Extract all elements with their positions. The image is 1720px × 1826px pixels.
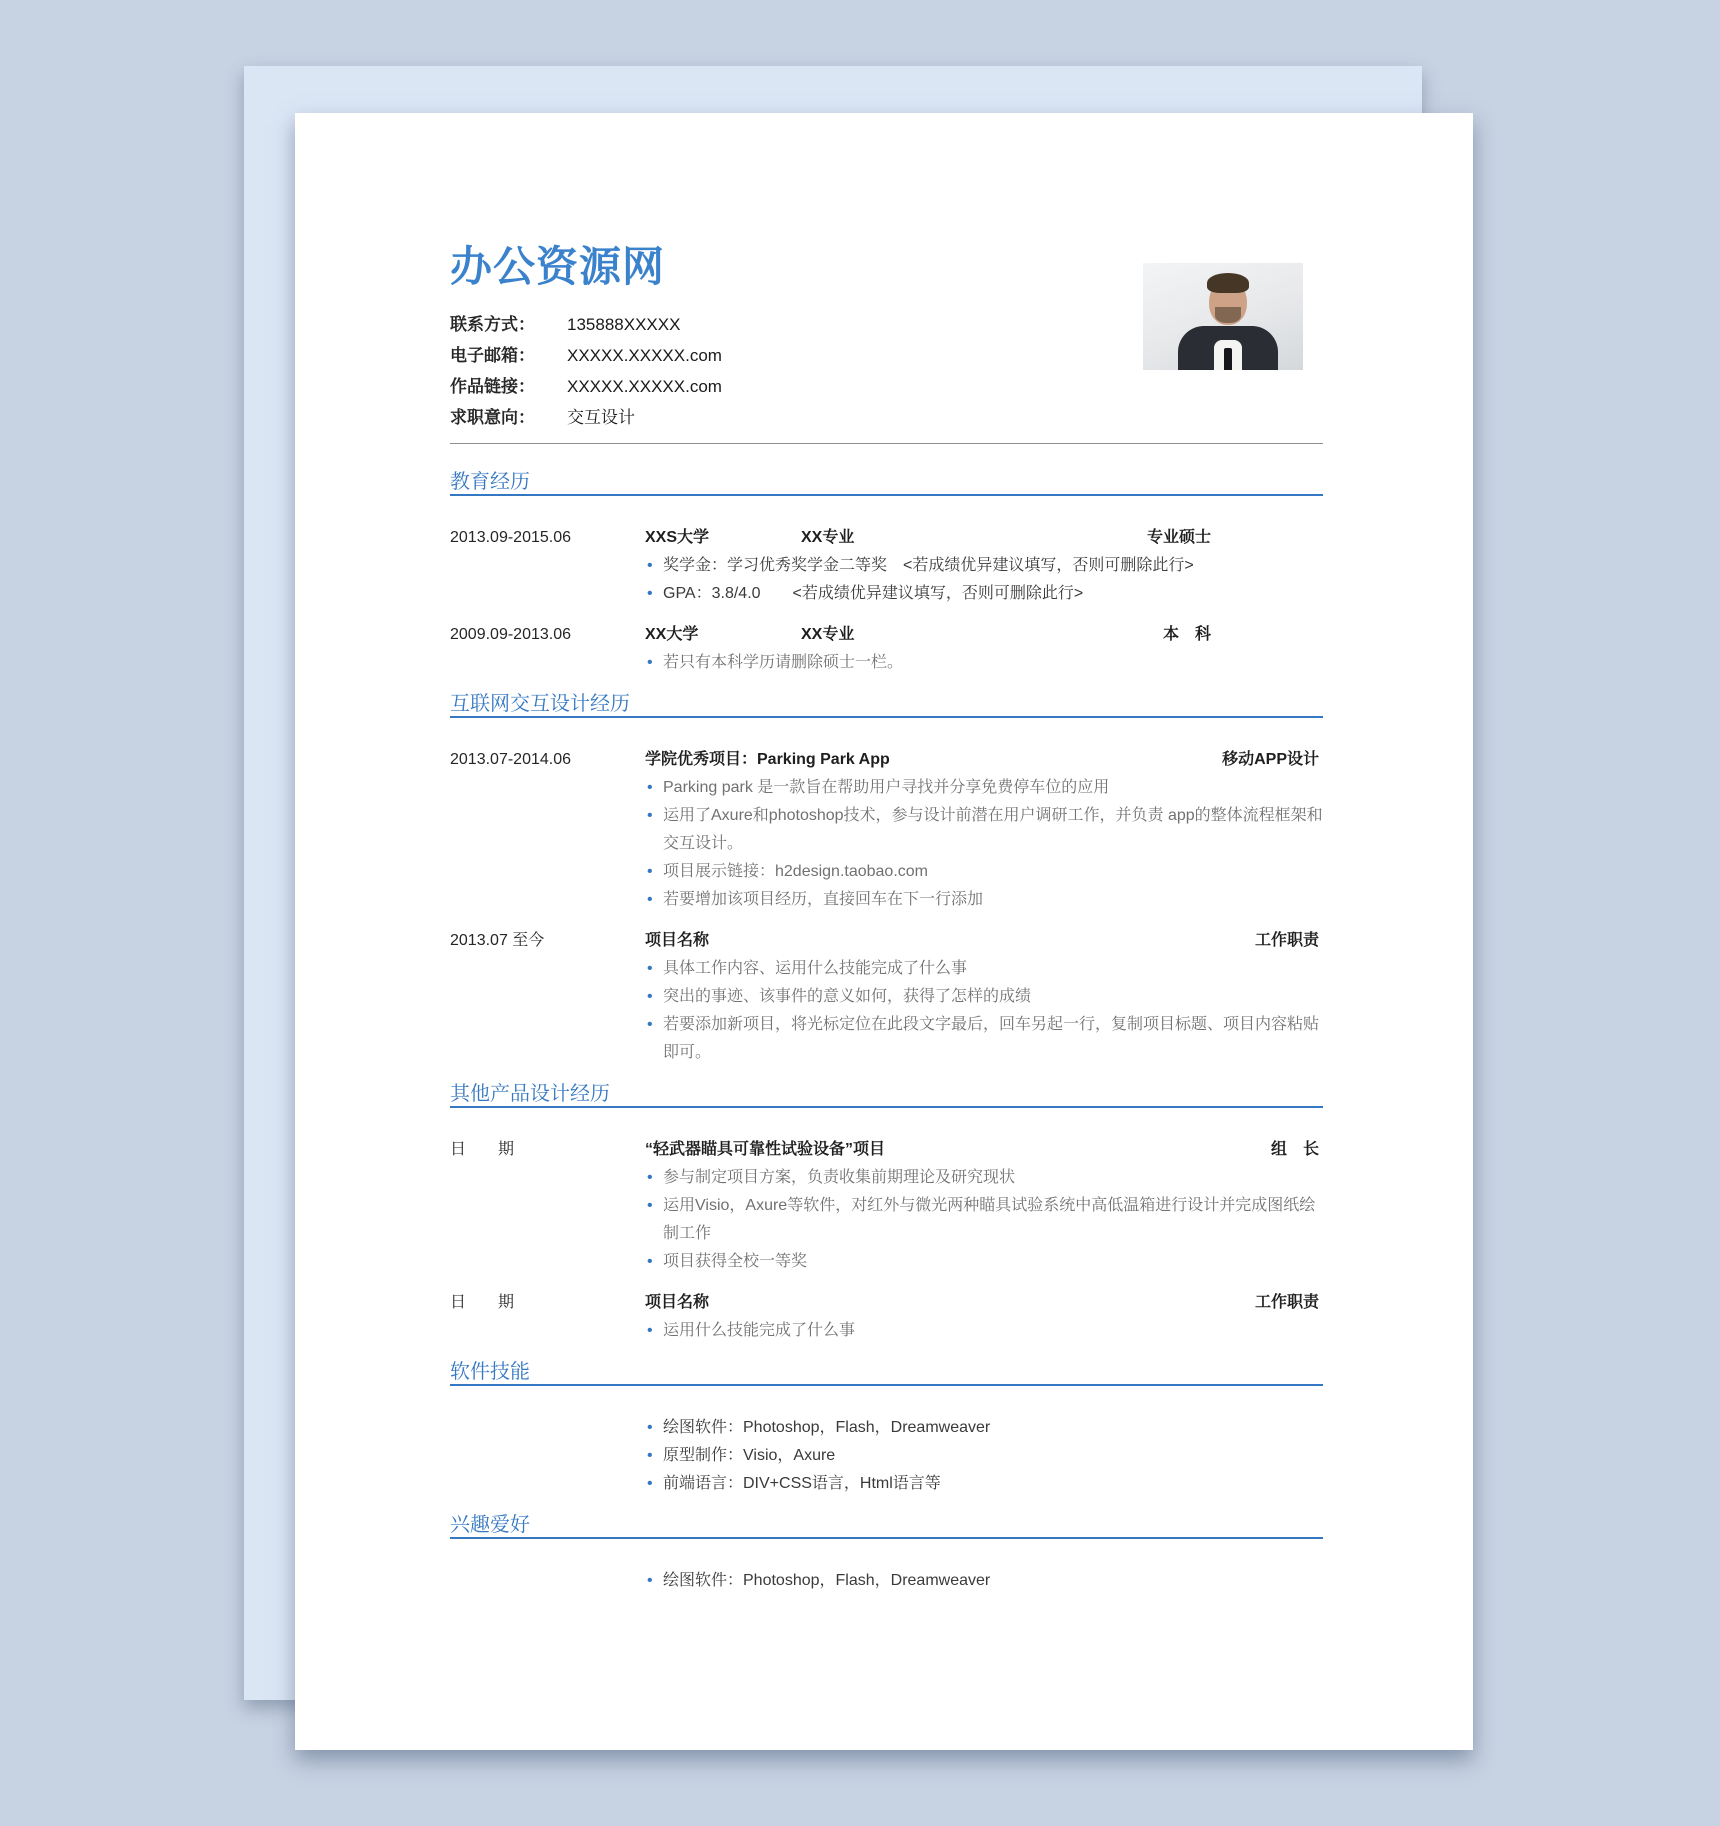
entry-head (450, 524, 1323, 552)
profile-photo (1143, 263, 1303, 370)
entry-head (450, 621, 1323, 649)
bullet-dot: • (647, 1253, 653, 1270)
bullet-dot: • (647, 988, 653, 1005)
entry-title: 项目名称 (645, 1294, 710, 1311)
section-title: 软件技能 (450, 1361, 1323, 1386)
photo-tie (1224, 348, 1232, 370)
entry-role: 组 长 (1270, 1141, 1319, 1158)
photo-beard (1215, 307, 1241, 323)
bullet-dot: • (647, 1197, 653, 1214)
entry-school: XXS大学 (645, 529, 710, 546)
entry-school: XX大学 (645, 626, 699, 643)
bullet-dot: • (647, 807, 653, 824)
entry-role: 移动APP设计 (1222, 751, 1319, 768)
entry-degree: 本 科 (1162, 626, 1211, 643)
bullet-dot: • (647, 1475, 653, 1492)
entry-title: 项目名称 (645, 932, 710, 949)
contact-label: 作品链接： (450, 377, 535, 396)
project-entry (450, 746, 1323, 914)
contact-value: XXXXX.XXXXX.com (567, 377, 722, 396)
bullet-dot: • (647, 1447, 653, 1464)
bullet-item: • 原型制作：Visio，Axure (645, 1442, 1323, 1470)
entry-major: XX专业 (801, 529, 855, 546)
contact-value: XXXXX.XXXXX.com (567, 346, 722, 365)
bullet-dot: • (647, 779, 653, 796)
education-entry (450, 621, 1323, 677)
entry-title: 学院优秀项目：Parking Park App (645, 751, 890, 768)
bullet-dot: • (647, 960, 653, 977)
bullet-list (645, 1317, 1323, 1345)
contact-value: 交互设计 (567, 408, 635, 427)
bullet-item: • 运用什么技能完成了什么事 (645, 1317, 1323, 1345)
contact-value: 135888XXXXX (567, 315, 681, 334)
bullet-item: • 绘图软件：Photoshop，Flash，Dreamweaver (645, 1414, 1323, 1442)
bullet-item: • 奖学金：学习优秀奖学金二等奖 <若成绩优异建议填写，否则可删除此行> (645, 552, 1323, 580)
bullet-item: • 突出的事迹、该事件的意义如何，获得了怎样的成绩 (645, 983, 1323, 1011)
bullet-list (645, 774, 1323, 914)
resume-page (295, 113, 1473, 1750)
entry-head (450, 746, 1323, 774)
bullet-list (645, 649, 1323, 677)
section-title: 其他产品设计经历 (450, 1083, 1323, 1108)
entry-title: “轻武器瞄具可靠性试验设备”项目 (645, 1141, 886, 1158)
contact-label: 电子邮箱： (450, 346, 535, 365)
contact-row-objective (450, 402, 1323, 433)
section-education (450, 471, 1323, 677)
bullet-item: • 具体工作内容、运用什么技能完成了什么事 (645, 955, 1323, 983)
bullet-dot: • (647, 891, 653, 908)
entry-major: XX专业 (801, 626, 855, 643)
bullet-list (645, 1414, 1323, 1498)
bullet-item: • 运用了Axure和photoshop技术，参与设计前潜在用户调研工作，并负责 app的整体流程框架和交互设计。 (645, 802, 1323, 858)
entry-date: 日 期 (450, 1294, 515, 1311)
brand-title: 办公资源网 (450, 243, 666, 290)
section-title: 兴趣爱好 (450, 1514, 1323, 1539)
bullet-list (645, 955, 1323, 1067)
bullet-dot: • (647, 654, 653, 671)
bullet-item: • 若要添加新项目，将光标定位在此段文字最后，回车另起一行，复制项目标题、项目内容粘贴即可。 (645, 1011, 1323, 1067)
entry-head (450, 1136, 1323, 1164)
entry-role: 工作职责 (1254, 1294, 1319, 1311)
entry-head (450, 1289, 1323, 1317)
bullet-list (645, 1567, 1323, 1595)
entry-date: 2013.07 至今 (450, 932, 545, 949)
section-title: 互联网交互设计经历 (450, 693, 1323, 718)
entry-date: 2013.07-2014.06 (450, 751, 571, 768)
bullet-dot: • (647, 585, 653, 602)
bullet-list (645, 1164, 1323, 1276)
bullet-dot: • (647, 1169, 653, 1186)
education-entry (450, 524, 1323, 608)
bullet-list (645, 552, 1323, 608)
bullet-item: • 项目获得全校一等奖 (645, 1248, 1323, 1276)
bullet-item: • 若要增加该项目经历，直接回车在下一行添加 (645, 886, 1323, 914)
bullet-dot: • (647, 557, 653, 574)
bullet-dot: • (647, 1572, 653, 1589)
section-internet-design (450, 693, 1323, 1067)
project-entry (450, 927, 1323, 1067)
contact-label: 求职意向： (450, 408, 535, 427)
entry-date: 2013.09-2015.06 (450, 529, 571, 546)
bullet-item: • 运用Visio，Axure等软件，对红外与微光两种瞄具试验系统中高低温箱进行设计并完成图纸绘制工作 (645, 1192, 1323, 1248)
header-divider (450, 443, 1323, 444)
entry-head (450, 927, 1323, 955)
entry-date: 2009.09-2013.06 (450, 626, 571, 643)
bullet-dot: • (647, 1322, 653, 1339)
bullet-dot: • (647, 1016, 653, 1033)
bullet-item: • Parking park 是一款旨在帮助用户寻找并分享免费停车位的应用 (645, 774, 1323, 802)
bullet-item: • 参与制定项目方案，负责收集前期理论及研究现状 (645, 1164, 1323, 1192)
section-software-skills (450, 1361, 1323, 1498)
photo-hair (1207, 273, 1249, 293)
section-hobbies (450, 1514, 1323, 1595)
project-entry (450, 1136, 1323, 1276)
entry-date: 日 期 (450, 1141, 515, 1158)
bullet-item: • GPA：3.8/4.0 <若成绩优异建议填写，否则可删除此行> (645, 580, 1323, 608)
bullet-item: • 绘图软件：Photoshop，Flash，Dreamweaver (645, 1567, 1323, 1595)
section-title: 教育经历 (450, 471, 1323, 496)
bullet-item: • 前端语言：DIV+CSS语言，Html语言等 (645, 1470, 1323, 1498)
section-other-design (450, 1083, 1323, 1345)
bullet-dot: • (647, 1419, 653, 1436)
project-entry (450, 1289, 1323, 1345)
contact-label: 联系方式： (450, 315, 535, 334)
entry-role: 工作职责 (1254, 932, 1319, 949)
bullet-item: • 若只有本科学历请删除硕士一栏。 (645, 649, 1323, 677)
bullet-dot: • (647, 863, 653, 880)
entry-degree: 专业硕士 (1146, 529, 1211, 546)
contact-row-portfolio (450, 371, 1323, 402)
bullet-item: • 项目展示链接：h2design.taobao.com (645, 858, 1323, 886)
